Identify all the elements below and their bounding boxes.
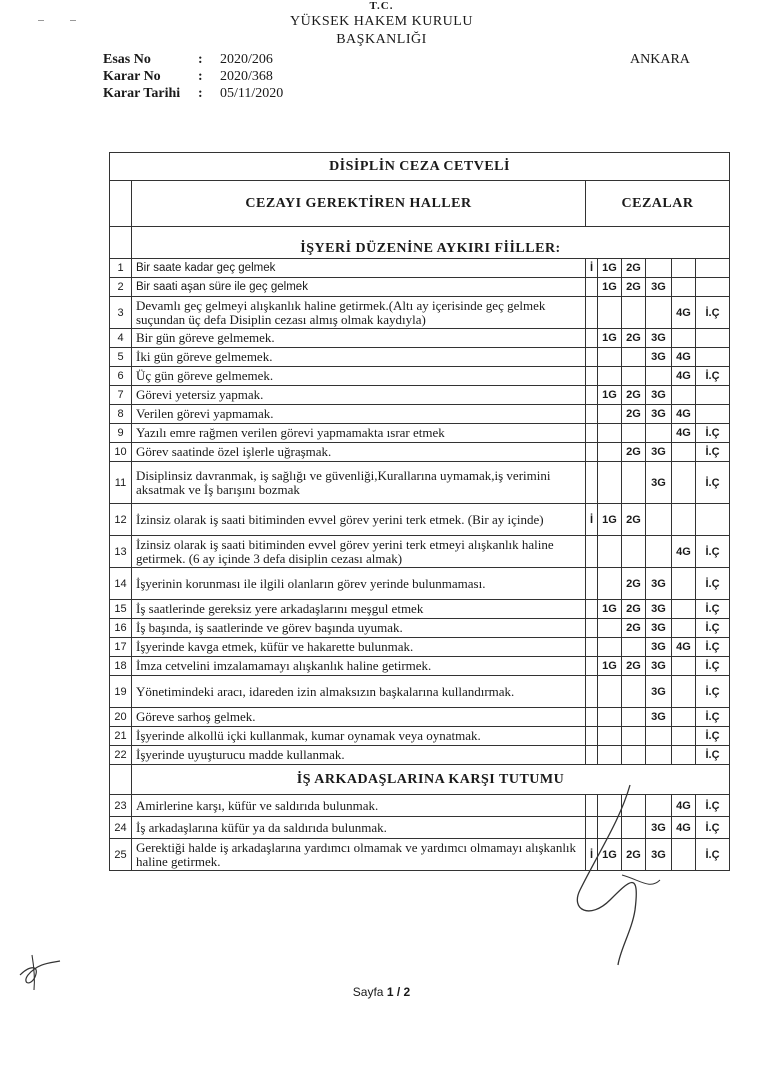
row-number: 8 xyxy=(110,405,132,424)
penalty-cell xyxy=(622,676,646,708)
col-cezalar: CEZALAR xyxy=(586,181,730,227)
penalty-cell xyxy=(598,619,622,638)
penalty-cell xyxy=(646,367,672,386)
row-number: 11 xyxy=(110,462,132,504)
penalty-cell: İ xyxy=(586,504,598,536)
page-label: Sayfa xyxy=(352,985,384,999)
karar-tarihi-value: 05/11/2020 xyxy=(220,86,284,101)
karar-no-value: 2020/368 xyxy=(220,69,273,84)
penalty-cell: 3G xyxy=(646,638,672,657)
penalty-cell xyxy=(598,727,622,746)
penalty-cell: 2G xyxy=(622,405,646,424)
row-description: İş arkadaşlarına küfür ya da saldırıda bulunmak. xyxy=(132,817,586,839)
penalty-cell: İ.Ç xyxy=(696,839,730,871)
section-title: İŞ ARKADAŞLARINA KARŞI TUTUMU xyxy=(132,765,730,795)
table-row xyxy=(110,405,730,424)
row-description: Bir saati aşan süre ile geç gelmek xyxy=(132,278,586,297)
row-number: 21 xyxy=(110,727,132,746)
table-row xyxy=(110,386,730,405)
penalty-cell xyxy=(672,708,696,727)
esas-no-label: Esas No xyxy=(103,52,151,67)
city: ANKARA xyxy=(630,52,690,67)
karar-no-line xyxy=(103,69,273,85)
karar-tarihi-line xyxy=(103,86,283,102)
row-description: Amirlerine karşı, küfür ve saldırıda bulunmak. xyxy=(132,795,586,817)
penalty-cell xyxy=(622,462,646,504)
penalty-cell: 2G xyxy=(622,568,646,600)
penalty-cell xyxy=(646,746,672,765)
page-separator: / xyxy=(396,985,401,999)
penalty-cell: 2G xyxy=(622,619,646,638)
penalty-cell xyxy=(598,443,622,462)
row-number: 14 xyxy=(110,568,132,600)
penalty-cell xyxy=(696,348,730,367)
row-description: İki gün göreve gelmemek. xyxy=(132,348,586,367)
penalty-cell xyxy=(622,424,646,443)
row-number: 25 xyxy=(110,839,132,871)
penalty-cell: 1G xyxy=(598,657,622,676)
table-row xyxy=(110,619,730,638)
penalty-cell: 4G xyxy=(672,348,696,367)
row-description: İşyerinde uyuşturucu madde kullanmak. xyxy=(132,746,586,765)
section-blank xyxy=(110,765,132,795)
penalty-cell xyxy=(672,676,696,708)
row-number: 18 xyxy=(110,657,132,676)
penalty-cell xyxy=(646,504,672,536)
table-title-row xyxy=(110,153,730,181)
penalty-cell xyxy=(598,536,622,568)
penalty-cell xyxy=(672,619,696,638)
row-number: 15 xyxy=(110,600,132,619)
penalty-cell xyxy=(646,536,672,568)
penalty-cell xyxy=(598,424,622,443)
penalty-cell: 4G xyxy=(672,795,696,817)
row-description: İşyerinde alkollü içki kullanmak, kumar oynamak veya oynatmak. xyxy=(132,727,586,746)
penalty-cell xyxy=(586,329,598,348)
penalty-cell xyxy=(586,657,598,676)
penalty-cell xyxy=(646,727,672,746)
row-description: İş saatlerinde gereksiz yere arkadaşlarını meşgul etmek xyxy=(132,600,586,619)
row-number: 12 xyxy=(110,504,132,536)
row-description: İşyerinde kavga etmek, küfür ve hakarette bulunmak. xyxy=(132,638,586,657)
penalty-cell: 4G xyxy=(672,367,696,386)
penalty-cell xyxy=(646,297,672,329)
penalty-cell: İ.Ç xyxy=(696,657,730,676)
section-row xyxy=(110,227,730,259)
penalty-cell xyxy=(696,405,730,424)
penalty-cell: 3G xyxy=(646,657,672,676)
penalty-cell: İ.Ç xyxy=(696,619,730,638)
table-row xyxy=(110,367,730,386)
penalty-cell: 3G xyxy=(646,405,672,424)
penalty-cell: İ.Ç xyxy=(696,600,730,619)
penalty-cell xyxy=(672,727,696,746)
penalty-cell xyxy=(622,746,646,765)
table-row xyxy=(110,443,730,462)
penalty-cell xyxy=(586,405,598,424)
penalty-cell: İ.Ç xyxy=(696,443,730,462)
table-row xyxy=(110,708,730,727)
penalty-cell: 3G xyxy=(646,839,672,871)
penalty-cell xyxy=(622,638,646,657)
org-subtitle: BAŞKANLIĞI xyxy=(336,32,427,47)
row-number: 7 xyxy=(110,386,132,405)
row-description: İş başında, iş saatlerinde ve görev başında uyumak. xyxy=(132,619,586,638)
row-description: Disiplinsiz davranmak, iş sağlığı ve güvenliği,Kurallarına uymamak,iş verimini aksatmak ve İş barışını bozmak xyxy=(132,462,586,504)
margin-initial xyxy=(10,945,70,995)
penalty-cell: İ.Ç xyxy=(696,795,730,817)
esas-no-line xyxy=(103,52,273,68)
penalty-cell xyxy=(696,329,730,348)
penalty-cell: 2G xyxy=(622,386,646,405)
penalty-cell xyxy=(672,259,696,278)
penalty-cell xyxy=(672,657,696,676)
penalty-cell xyxy=(622,708,646,727)
row-number: 13 xyxy=(110,536,132,568)
row-description: Yazılı emre rağmen verilen görevi yapmamakta ısrar etmek xyxy=(132,424,586,443)
penalty-cell xyxy=(672,568,696,600)
penalty-cell xyxy=(672,443,696,462)
page-total: 2 xyxy=(403,985,411,999)
penalty-cell: İ.Ç xyxy=(696,536,730,568)
penalty-cell: 2G xyxy=(622,600,646,619)
penalty-cell xyxy=(598,405,622,424)
row-number: 5 xyxy=(110,348,132,367)
table-row xyxy=(110,746,730,765)
colon: : xyxy=(198,86,203,101)
penalty-cell: İ.Ç xyxy=(696,708,730,727)
penalty-cell xyxy=(598,676,622,708)
row-description: Gerektiği halde iş arkadaşlarına yardımcı olmamak ve yardımcı olmamayı alışkanlık haline getirmek. xyxy=(132,839,586,871)
penalty-cell: 3G xyxy=(646,619,672,638)
penalty-cell xyxy=(646,424,672,443)
org-name: YÜKSEK HAKEM KURULU xyxy=(290,14,473,29)
penalty-cell: 3G xyxy=(646,329,672,348)
row-description: Yönetimindeki aracı, idareden izin almaksızın başkalarına kullandırmak. xyxy=(132,676,586,708)
penalty-cell: İ xyxy=(586,839,598,871)
row-number: 6 xyxy=(110,367,132,386)
row-number: 20 xyxy=(110,708,132,727)
section-title: İŞYERİ DÜZENİNE AYKIRI FİİLLER: xyxy=(132,227,730,259)
penalty-cell xyxy=(646,259,672,278)
penalty-cell: 3G xyxy=(646,676,672,708)
row-number: 24 xyxy=(110,817,132,839)
row-number: 1 xyxy=(110,259,132,278)
table-row xyxy=(110,568,730,600)
penalty-cell xyxy=(586,676,598,708)
table-row xyxy=(110,600,730,619)
row-number: 2 xyxy=(110,278,132,297)
row-number: 3 xyxy=(110,297,132,329)
penalty-cell: 2G xyxy=(622,278,646,297)
penalty-cell xyxy=(598,638,622,657)
table-row xyxy=(110,259,730,278)
penalty-cell: 1G xyxy=(598,600,622,619)
penalty-cell: 4G xyxy=(672,405,696,424)
table-row xyxy=(110,424,730,443)
penalty-cell xyxy=(672,278,696,297)
penalty-cell xyxy=(672,746,696,765)
penalty-cell: İ.Ç xyxy=(696,424,730,443)
table-header-row xyxy=(110,181,730,227)
penalty-cell: 2G xyxy=(622,839,646,871)
table-title: DİSİPLİN CEZA CETVELİ xyxy=(110,153,730,181)
penalty-cell xyxy=(622,727,646,746)
row-description: Bir gün göreve gelmemek. xyxy=(132,329,586,348)
penalty-cell xyxy=(586,568,598,600)
row-number: 10 xyxy=(110,443,132,462)
table-row xyxy=(110,278,730,297)
penalty-cell xyxy=(696,386,730,405)
penalty-cell xyxy=(586,367,598,386)
penalty-cell xyxy=(586,424,598,443)
penalty-cell xyxy=(696,259,730,278)
col-haller: CEZAYI GEREKTİREN HALLER xyxy=(132,181,586,227)
penalty-cell: İ.Ç xyxy=(696,367,730,386)
row-description: Üç gün göreve gelmemek. xyxy=(132,367,586,386)
row-number: 4 xyxy=(110,329,132,348)
header-blank xyxy=(110,181,132,227)
row-description: Bir saate kadar geç gelmek xyxy=(132,259,586,278)
penalty-cell: 3G xyxy=(646,443,672,462)
penalty-cell xyxy=(586,708,598,727)
penalty-cell: 4G xyxy=(672,817,696,839)
penalty-cell: 2G xyxy=(622,443,646,462)
karar-tarihi-label: Karar Tarihi xyxy=(103,86,181,101)
table-row xyxy=(110,462,730,504)
penalty-cell xyxy=(622,297,646,329)
section-blank xyxy=(110,227,132,259)
table-row xyxy=(110,657,730,676)
penalty-cell xyxy=(672,329,696,348)
penalty-cell: 3G xyxy=(646,386,672,405)
table-row xyxy=(110,348,730,367)
signature xyxy=(560,780,680,970)
penalty-cell xyxy=(598,746,622,765)
penalty-cell: İ.Ç xyxy=(696,817,730,839)
penalty-cell xyxy=(598,297,622,329)
karar-no-label: Karar No xyxy=(103,69,161,84)
table-row xyxy=(110,676,730,708)
table-row xyxy=(110,297,730,329)
penalty-cell: 4G xyxy=(672,424,696,443)
penalty-cell: İ.Ç xyxy=(696,746,730,765)
table-row xyxy=(110,727,730,746)
penalty-cell: İ.Ç xyxy=(696,638,730,657)
colon: : xyxy=(198,52,203,67)
row-description: Görev saatinde özel işlerle uğraşmak. xyxy=(132,443,586,462)
row-number: 16 xyxy=(110,619,132,638)
penalty-cell: 1G xyxy=(598,839,622,871)
penalty-cell xyxy=(586,386,598,405)
penalty-cell: 1G xyxy=(598,386,622,405)
page-footer xyxy=(0,985,763,999)
penalty-cell: 3G xyxy=(646,278,672,297)
penalty-cell xyxy=(672,462,696,504)
penalty-cell: 3G xyxy=(646,600,672,619)
penalty-cell: 3G xyxy=(646,462,672,504)
penalty-cell xyxy=(586,278,598,297)
penalty-cell: 3G xyxy=(646,817,672,839)
penalty-cell: 2G xyxy=(622,329,646,348)
penalty-cell xyxy=(586,443,598,462)
penalty-cell xyxy=(586,462,598,504)
penalty-cell xyxy=(586,619,598,638)
page-current: 1 xyxy=(386,985,394,999)
penalty-cell xyxy=(598,348,622,367)
penalty-cell xyxy=(598,462,622,504)
penalty-cell: 3G xyxy=(646,348,672,367)
org-top-line: T.C. xyxy=(369,2,394,10)
penalty-cell: 1G xyxy=(598,278,622,297)
penalty-cell: 2G xyxy=(622,504,646,536)
row-description: İzinsiz olarak iş saati bitiminden evvel görev yerini terk etmeyi alışkanlık haline getirmek. (6 ay içinde 3 defa disiplin cezası almak) xyxy=(132,536,586,568)
penalty-cell: İ.Ç xyxy=(696,297,730,329)
table-row xyxy=(110,329,730,348)
row-description: Devamlı geç gelmeyi alışkanlık haline getirmek.(Altı ay içerisinde geç gelmek suçundan üç defa Disiplin cezası almış olmak kaydıyla) xyxy=(132,297,586,329)
penalty-cell xyxy=(622,348,646,367)
penalty-cell: 2G xyxy=(622,657,646,676)
penalty-cell xyxy=(696,278,730,297)
penalty-cell: İ.Ç xyxy=(696,676,730,708)
penalty-cell: İ xyxy=(586,259,598,278)
row-number: 9 xyxy=(110,424,132,443)
penalty-cell xyxy=(586,536,598,568)
row-description: Verilen görevi yapmamak. xyxy=(132,405,586,424)
discipline-penalty-table xyxy=(109,152,730,871)
penalty-cell xyxy=(586,746,598,765)
penalty-cell xyxy=(598,367,622,386)
table-row xyxy=(110,536,730,568)
row-description: İmza cetvelini imzalamamayı alışkanlık haline getirmek. xyxy=(132,657,586,676)
table-row xyxy=(110,504,730,536)
esas-no-value: 2020/206 xyxy=(220,52,273,67)
penalty-cell: 4G xyxy=(672,638,696,657)
row-number: 19 xyxy=(110,676,132,708)
penalty-cell: 1G xyxy=(598,259,622,278)
penalty-cell xyxy=(672,600,696,619)
penalty-cell xyxy=(586,600,598,619)
penalty-cell xyxy=(586,348,598,367)
penalty-cell: İ.Ç xyxy=(696,568,730,600)
penalty-cell: İ.Ç xyxy=(696,727,730,746)
penalty-cell xyxy=(696,504,730,536)
row-description: Göreve sarhoş gelmek. xyxy=(132,708,586,727)
penalty-cell xyxy=(622,367,646,386)
penalty-cell: 1G xyxy=(598,329,622,348)
penalty-cell: 4G xyxy=(672,536,696,568)
penalty-cell xyxy=(598,708,622,727)
penalty-cell: 4G xyxy=(672,297,696,329)
penalty-cell xyxy=(672,386,696,405)
row-number: 22 xyxy=(110,746,132,765)
colon: : xyxy=(198,69,203,84)
penalty-cell: 3G xyxy=(646,568,672,600)
penalty-cell xyxy=(586,297,598,329)
penalty-cell: 1G xyxy=(598,504,622,536)
row-number: 23 xyxy=(110,795,132,817)
penalty-cell xyxy=(622,536,646,568)
penalty-cell: 3G xyxy=(646,708,672,727)
row-number: 17 xyxy=(110,638,132,657)
row-description: İşyerinin korunması ile ilgili olanların görev yerinde bulunmaması. xyxy=(132,568,586,600)
row-description: Görevi yetersiz yapmak. xyxy=(132,386,586,405)
penalty-cell xyxy=(586,638,598,657)
penalty-cell xyxy=(598,568,622,600)
penalty-cell: İ.Ç xyxy=(696,462,730,504)
penalty-cell xyxy=(586,727,598,746)
penalty-cell: 2G xyxy=(622,259,646,278)
row-description: İzinsiz olarak iş saati bitiminden evvel görev yerini terk etmek. (Bir ay içinde) xyxy=(132,504,586,536)
table-row xyxy=(110,638,730,657)
penalty-cell xyxy=(672,504,696,536)
